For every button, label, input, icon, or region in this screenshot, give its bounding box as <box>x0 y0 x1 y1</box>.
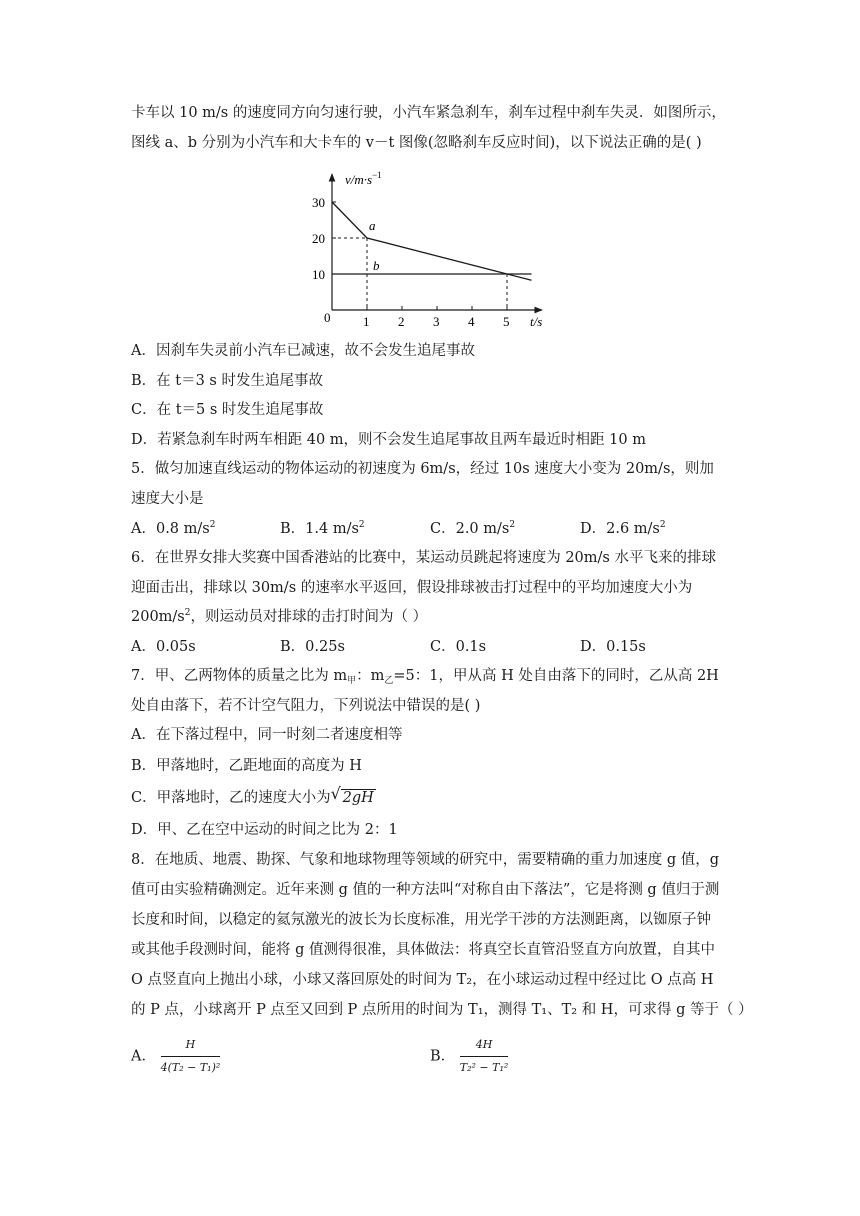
x-tick-label-3: 3 <box>433 314 440 329</box>
q4-option-b[interactable]: B．在 t＝3 s 时发生追尾事故 <box>131 373 323 389</box>
x-tick-label-2: 2 <box>398 314 405 329</box>
sqrt-expression: √ 2gH <box>330 784 374 806</box>
q5-stem-line-2: 速度大小是 <box>131 491 204 507</box>
x-tick-label-5: 5 <box>503 314 510 329</box>
q8-option-a[interactable]: A． $\frac{H}{\text{4(T₂ − T₁)²}}$ <box>131 1035 220 1078</box>
q5-stem-line-1: 5．做匀加速直线运动的物体运动的初速度为 6m/s，经过 10s 速度大小变为 20m/s，则加 <box>131 461 714 477</box>
fraction-b: $\frac{4H}{\text{T₂² − T₁²}}$ <box>460 1035 509 1078</box>
q7-option-c[interactable]: C．甲落地时，乙的速度大小为 √ 2gH <box>131 784 374 806</box>
q7-option-a[interactable]: A．在下落过程中，同一时刻二者速度相等 <box>131 727 403 743</box>
vt-graph <box>300 160 560 335</box>
q5-option-a[interactable]: A．0.8 $m/s^2$ <box>131 520 216 537</box>
q6-stem-line-2: 迎面击出，排球以 30m/s 的速率水平返回，假设排球被击打过程中的平均加速度大小为 <box>131 580 693 596</box>
y-tick-label-20: 20 <box>312 231 325 246</box>
x-tick-label-4: 4 <box>468 314 475 329</box>
y-tick-label-30: 30 <box>312 195 325 210</box>
q8-stem-line-2: 值可由实验精确测定。近年来测 g 值的一种方法叫“对称自由下落法”，它是将测 g 值归于测 <box>131 882 720 898</box>
series-line-a <box>332 202 532 280</box>
y-tick-label-10: 10 <box>312 267 325 282</box>
q6-option-d[interactable]: D．0.15s <box>580 639 646 655</box>
q6-option-c[interactable]: C．0.1s <box>430 639 487 655</box>
q4-option-c[interactable]: C．在 t＝5 s 时发生追尾事故 <box>131 402 324 418</box>
q6-stem-line-3: $200m/s^2$，则运动员对排球的击打时间为（ ） <box>131 608 428 625</box>
q7-option-b[interactable]: B．甲落地时，乙距地面的高度为 H <box>131 758 362 774</box>
q7-option-d[interactable]: D．甲、乙在空中运动的时间之比为 2：1 <box>131 822 398 838</box>
series-label-a: a <box>369 218 376 233</box>
q4-stem-line-1: 卡车以 10 m/s 的速度同方向匀速行驶，小汽车紧急刹车，刹车过程中刹车失灵．如图所示， <box>131 105 726 121</box>
q4-stem-line-2: 图线 a、b 分别为小汽车和大卡车的 v－t 图像(忽略刹车反应时间)，以下说法正确的是( ) <box>131 135 702 151</box>
q4-option-a[interactable]: A．因刹车失灵前小汽车已减速，故不会发生追尾事故 <box>131 343 475 359</box>
q7-stem-line-2: 处自由落下，若不计空气阻力，下列说法中错误的是( ) <box>131 698 481 714</box>
q8-stem-line-6: 的 P 点，小球离开 P 点至又回到 P 点所用的时间为 T₁，测得 T₁、T₂ 和 H，可求得 g 等于（ ） <box>131 1002 753 1018</box>
q6-option-b[interactable]: B．0.25s <box>280 639 345 655</box>
fraction-a: $\frac{H}{\text{4(T₂ − T₁)²}}$ <box>161 1035 221 1078</box>
q6-option-a[interactable]: A．0.05s <box>131 639 196 655</box>
q8-option-b[interactable]: B． $\frac{4H}{\text{T₂² − T₁²}}$ <box>430 1035 508 1078</box>
q5-option-c[interactable]: C．2.0 $m/s^2$ <box>430 520 516 537</box>
y-axis-label: $v/m\cdot s^{-1}$ <box>345 170 382 187</box>
q4-option-d[interactable]: D．若紧急刹车时两车相距 40 m，则不会发生追尾事故且两车最近时相距 10 m <box>131 432 646 448</box>
q5-option-d[interactable]: D．2.6 $m/s^2$ <box>580 520 666 537</box>
q8-stem-line-1: 8．在地质、地震、勘探、气象和地球物理等领域的研究中，需要精确的重力加速度 g 值，g <box>131 852 720 868</box>
origin-label: 0 <box>324 310 331 325</box>
x-axis-label: t/s <box>530 314 543 329</box>
q5-option-b[interactable]: B．1.4 $m/s^2$ <box>280 520 365 537</box>
q7-stem-line-1: 7．甲、乙两物体的质量之比为 $m_甲$：$m_乙=5$：1，甲从高 H 处自由落下的同时，乙从高 2H <box>131 668 719 686</box>
x-tick-label-1: 1 <box>363 314 370 329</box>
q8-stem-line-5: O 点竖直向上抛出小球，小球又落回原处的时间为 T₂，在小球运动过程中经过比 O 点高 H <box>131 972 714 988</box>
q8-stem-line-4: 或其他手段测时间，能将 g 值测得很准，具体做法：将真空长直管沿竖直方向放置，自其中 <box>131 942 715 958</box>
series-label-b: b <box>373 258 380 273</box>
q8-stem-line-3: 长度和时间，以稳定的氦氖激光的波长为长度标准，用光学干涉的方法测距离，以铷原子钟 <box>131 912 711 928</box>
q6-stem-line-1: 6．在世界女排大奖赛中国香港站的比赛中，某运动员跳起将速度为 20m/s 水平飞来的排球 <box>131 550 716 566</box>
